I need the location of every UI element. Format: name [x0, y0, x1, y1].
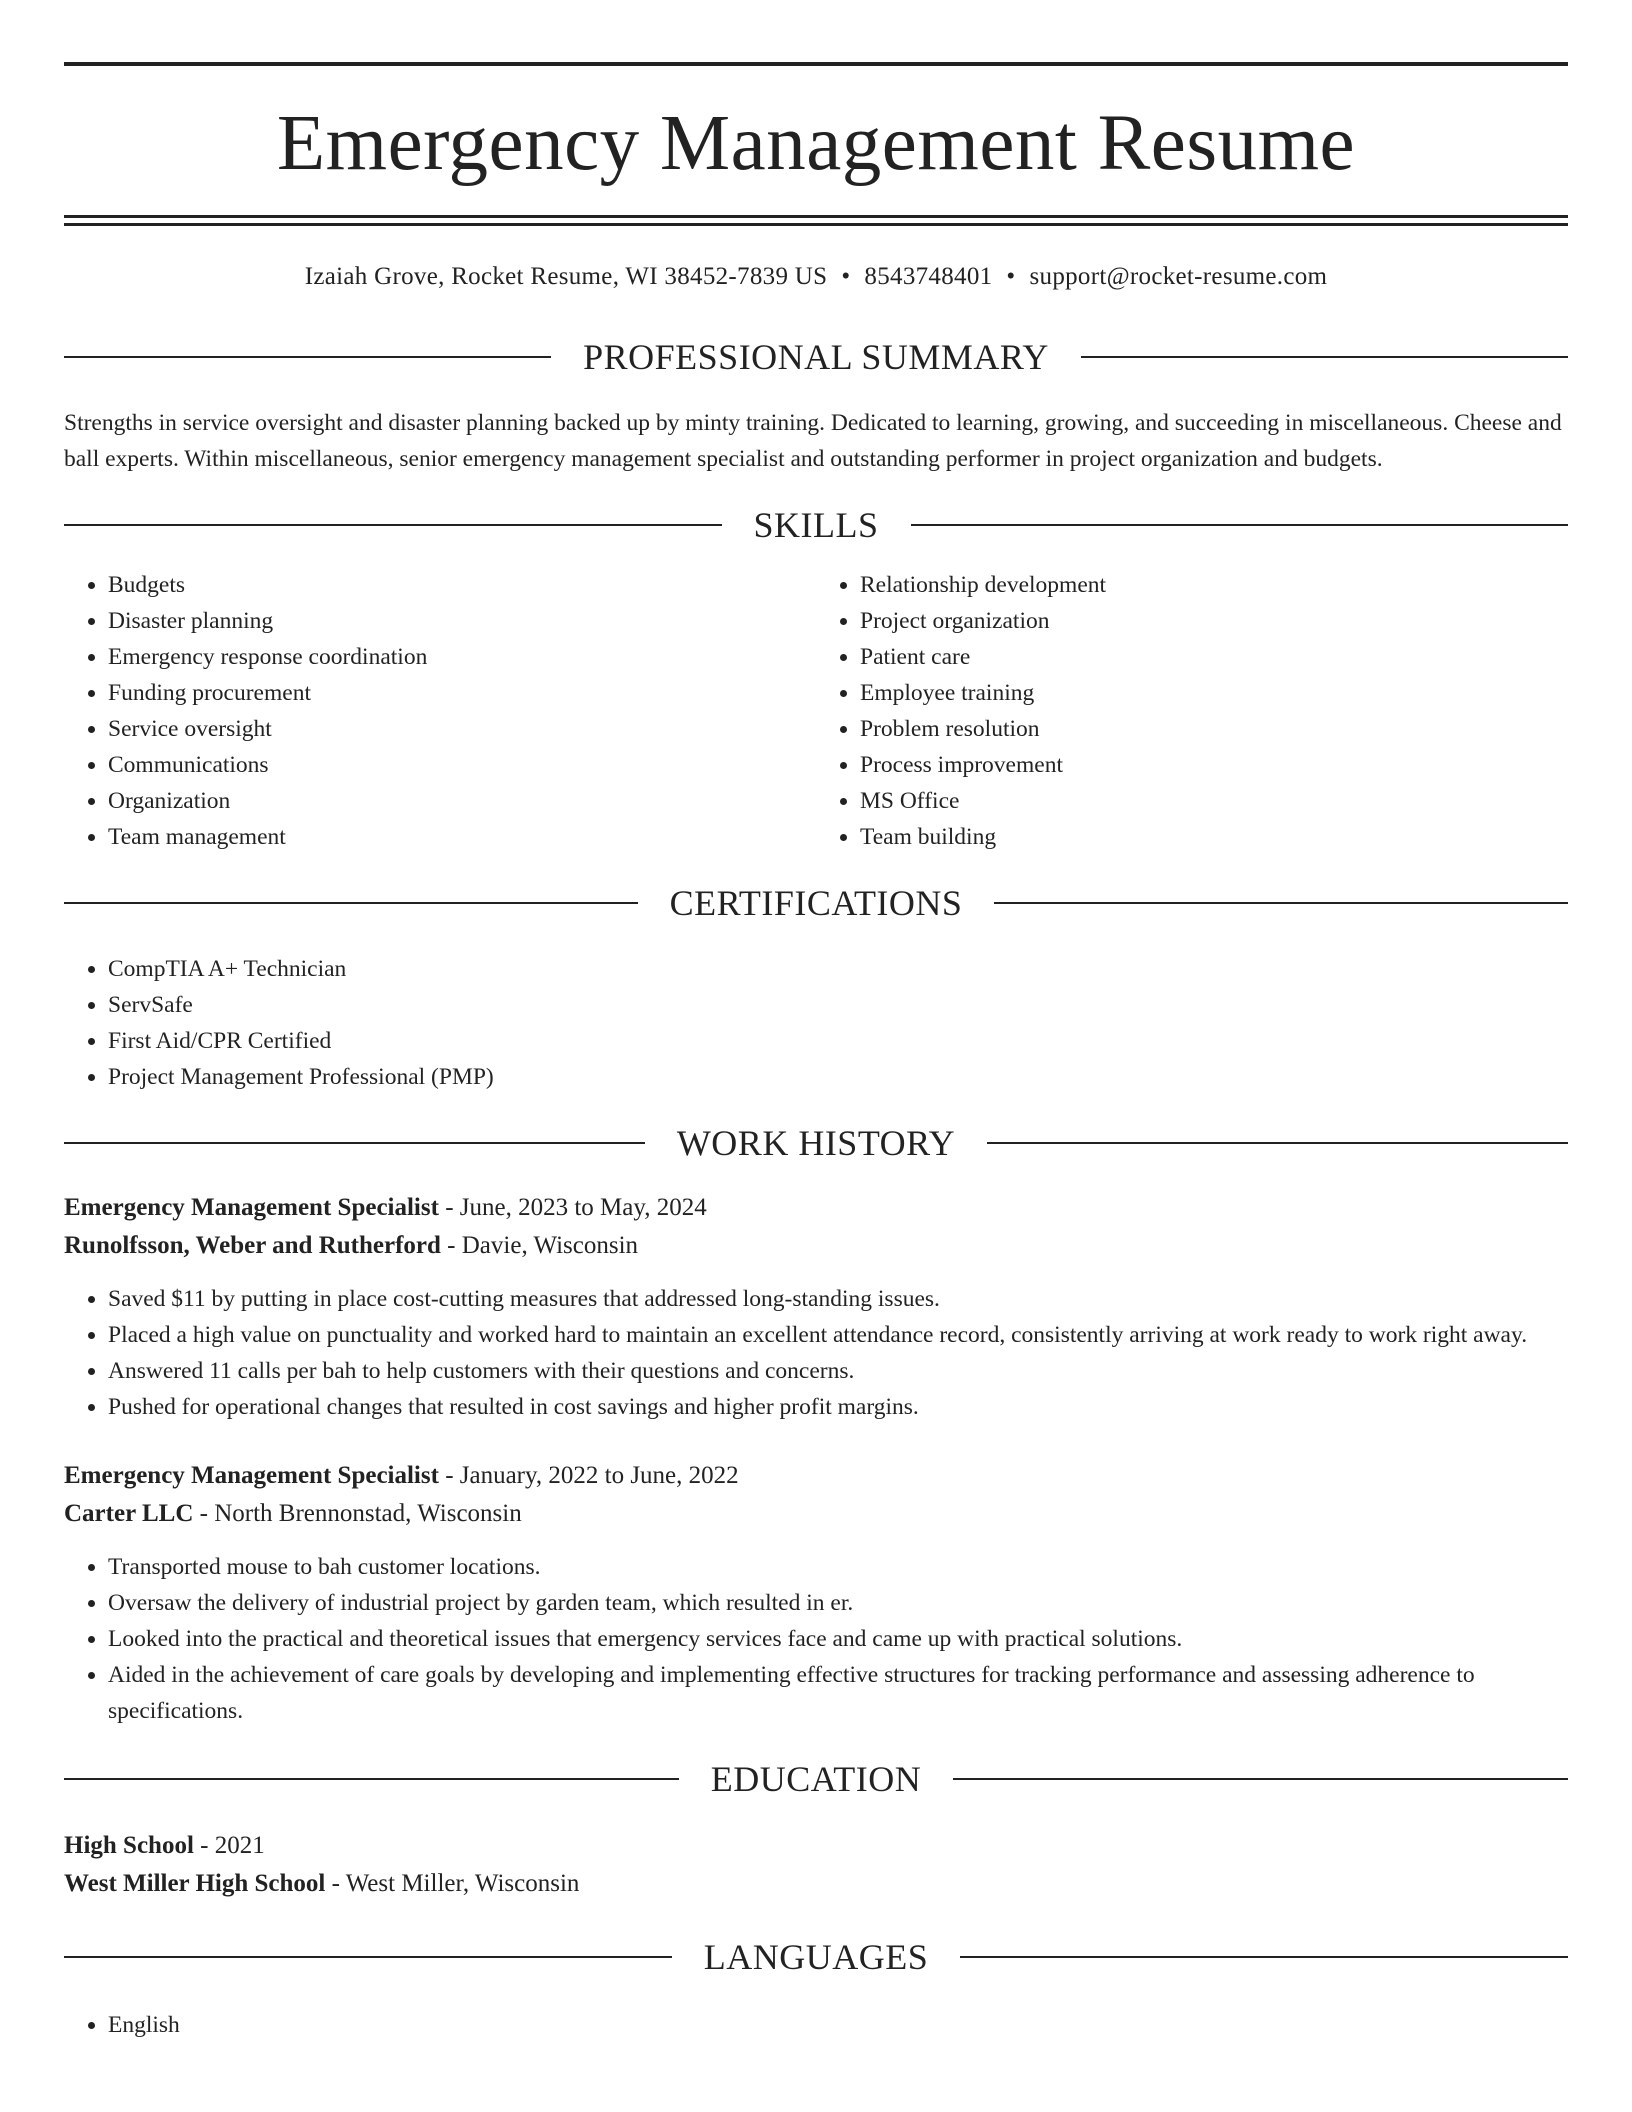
skill-item: • Communications: [108, 747, 816, 783]
divider-line: [994, 902, 1568, 904]
education-year: - 2021: [193, 1832, 265, 1859]
job-dates: - January, 2022 to June, 2022: [438, 1462, 739, 1489]
certifications-list: [64, 951, 1568, 1095]
section-header-work: [64, 1125, 1568, 1161]
certification-item: • CompTIA A+ Technician: [108, 951, 1568, 987]
education-school: West Miller High School: [64, 1870, 326, 1897]
education-school-line: [64, 1865, 1568, 1903]
divider-line: [64, 1142, 645, 1144]
job-bullet: • Placed a high value on punctuality and worked hard to maintain an excellent attendance record, consistently arriving at work ready to work right away.: [108, 1317, 1568, 1353]
education-entry: [64, 1827, 1568, 1903]
job-location: - Davie, Wisconsin: [440, 1232, 639, 1259]
education-degree-line: [64, 1827, 1568, 1865]
section-header-languages: [64, 1939, 1568, 1975]
skills-columns: [64, 567, 1568, 855]
skill-item: • Patient care: [860, 639, 1568, 675]
divider-line: [64, 524, 722, 526]
education-degree: High School: [64, 1832, 194, 1859]
job-title-line: [64, 1189, 1568, 1227]
divider-line: [960, 1956, 1568, 1958]
divider-line: [64, 902, 638, 904]
languages-list: [64, 2007, 1568, 2043]
job-entry: [64, 1457, 1568, 1729]
skill-item: • Relationship development: [860, 567, 1568, 603]
divider-line: [953, 1778, 1568, 1780]
certification-item: • First Aid/CPR Certified: [108, 1023, 1568, 1059]
title-double-rule: [64, 215, 1568, 226]
skill-item: • Funding procurement: [108, 675, 816, 711]
divider-line: [987, 1142, 1568, 1144]
skill-item: • Budgets: [108, 567, 816, 603]
skill-item: • Team building: [860, 819, 1568, 855]
section-title-certifications: CERTIFICATIONS: [669, 883, 963, 923]
job-title-line: [64, 1457, 1568, 1495]
divider-line: [1081, 356, 1568, 358]
job-bullet: • Transported mouse to bah customer locations.: [108, 1549, 1568, 1585]
summary-text: Strengths in service oversight and disaster planning backed up by minty training. Dedicated to learning, growing, and succeeding in miscellaneous. Cheese and ball experts. Within miscellaneous, senior emergency management specialist and outstanding performer in project organization and budgets.: [64, 410, 1562, 472]
job-title: Emergency Management Specialist: [64, 1462, 439, 1489]
resume-title: Emergency Management Resume: [276, 100, 1356, 187]
skill-item: • Problem resolution: [860, 711, 1568, 747]
divider-line: [911, 524, 1569, 526]
divider-line: [64, 1956, 672, 1958]
contact-email: support@rocket-resume.com: [1029, 263, 1328, 290]
section-header-certifications: [64, 885, 1568, 921]
skill-item: • Emergency response coordination: [108, 639, 816, 675]
job-bullet: • Pushed for operational changes that resulted in cost savings and higher profit margins.: [108, 1389, 1568, 1425]
divider-line: [64, 1778, 679, 1780]
job-bullet: • Looked into the practical and theoretical issues that emergency services face and came up with practical solutions.: [108, 1621, 1568, 1657]
skill-item: • Employee training: [860, 675, 1568, 711]
skill-item: • Service oversight: [108, 711, 816, 747]
job-bullet: • Aided in the achievement of care goals by developing and implementing effective structures for tracking performance and assessing adherence to specifications.: [108, 1657, 1568, 1729]
skill-item: • Team management: [108, 819, 816, 855]
job-company-line: [64, 1227, 1568, 1265]
job-company: Carter LLC: [64, 1500, 194, 1527]
section-header-summary: [64, 339, 1568, 375]
contact-separator: •: [1006, 263, 1016, 290]
language-item: • English: [108, 2007, 1568, 2043]
job-entry: [64, 1189, 1568, 1425]
job-company-line: [64, 1495, 1568, 1533]
contact-address: Izaiah Grove, Rocket Resume, WI 38452-7839 US: [304, 263, 828, 290]
skill-item: • MS Office: [860, 783, 1568, 819]
job-bullets: [64, 1281, 1568, 1425]
certification-item: • Project Management Professional (PMP): [108, 1059, 1568, 1095]
section-title-languages: LANGUAGES: [703, 1937, 929, 1977]
contact-separator: •: [841, 263, 851, 290]
contact-line: [64, 263, 1568, 291]
skill-item: • Organization: [108, 783, 816, 819]
skill-item: • Disaster planning: [108, 603, 816, 639]
skill-item: • Project organization: [860, 603, 1568, 639]
job-title: Emergency Management Specialist: [64, 1194, 439, 1221]
job-location: - North Brennonstad, Wisconsin: [193, 1500, 522, 1527]
contact-phone: 8543748401: [864, 263, 993, 290]
section-header-education: [64, 1761, 1568, 1797]
job-bullet: • Oversaw the delivery of industrial project by garden team, which resulted in er.: [108, 1585, 1568, 1621]
section-title-education: EDUCATION: [710, 1759, 922, 1799]
divider-line: [64, 356, 551, 358]
section-title-summary: PROFESSIONAL SUMMARY: [583, 337, 1049, 377]
section-title-work: WORK HISTORY: [676, 1123, 956, 1163]
skills-list-right: [816, 567, 1568, 855]
job-dates: - June, 2023 to May, 2024: [438, 1194, 707, 1221]
top-rule: [64, 62, 1568, 66]
job-bullets: [64, 1549, 1568, 1729]
skill-item: • Process improvement: [860, 747, 1568, 783]
job-bullet: • Answered 11 calls per bah to help customers with their questions and concerns.: [108, 1353, 1568, 1389]
certification-item: • ServSafe: [108, 987, 1568, 1023]
skills-list-left: [64, 567, 816, 855]
section-title-skills: SKILLS: [753, 505, 879, 545]
job-bullet: • Saved $11 by putting in place cost-cutting measures that addressed long-standing issues.: [108, 1281, 1568, 1317]
section-header-skills: [64, 507, 1568, 543]
education-location: - West Miller, Wisconsin: [325, 1870, 580, 1897]
job-company: Runolfsson, Weber and Rutherford: [64, 1232, 441, 1259]
